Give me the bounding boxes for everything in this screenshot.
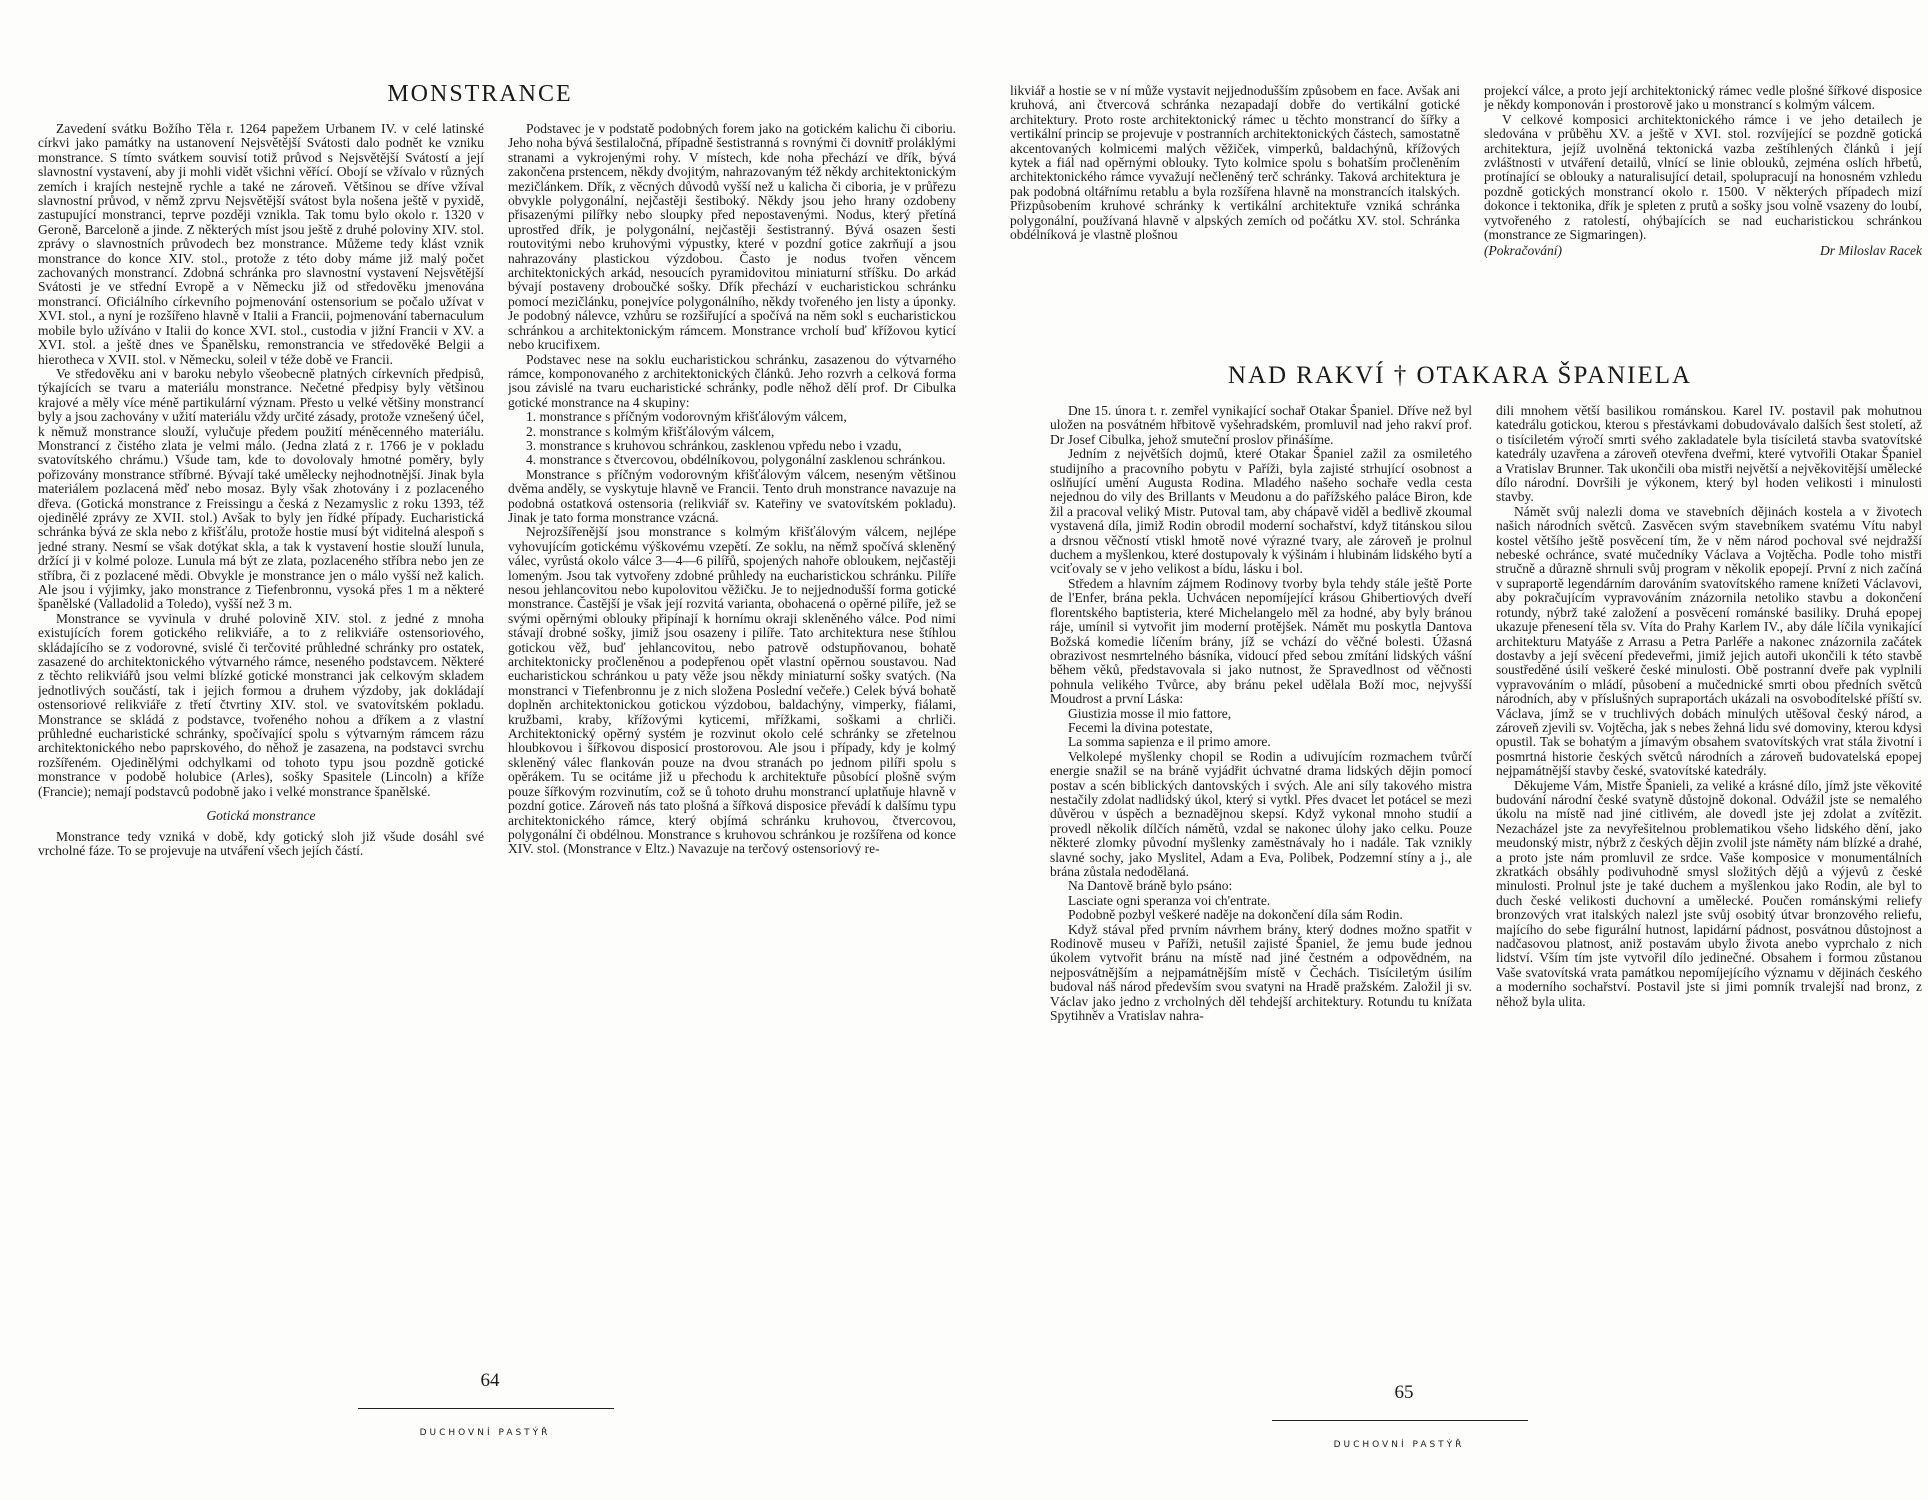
list-item: 4. monstrance s čtvercovou, obdélníkovou, polygonální zasklenou schránkou. <box>526 452 946 468</box>
subheading: Gotická monstrance <box>206 808 316 824</box>
paragraph: Nejrozšířenější jsou monstrance s kolmým křišťálovým válcem, nejlépe vyhovujícím gotickému výškovému vzepětí. Ze soklu, na němž spočívá skleněný válec, vyrůstá okolo válce 3—4—6 pilířů, spojených nahoře obloukem, nejčastěji lomeným. Jsou tak vytvořeny zdobné průhledy na eucharistickou schránku. Pilíře nesou jehlancovitou nebo kupolovitou věžičku. Je to nejjednodušší forma gotické monstrance. Častější je však její rozvitá varianta, obohacená o opěrné pilíře, jež se svými opěrnými oblouky připínají k hornímu okraji skleněného válce. Pod nimi stávají drobné sošky, jimiž jsou osazeny i pilíře. Tato architektura nese štíhlou gotickou věž, buď jehlancovitou, nebo patrově odstupňovanou, bohatě architektonicky pročleněnou a podepřenou opět vlastní opěrnou soustavou. Nad eucharistickou schránkou u paty věže jsou někdy miniaturní sošky svatých. (Na monstranci v Tiefenbronnu je z nich složena Poslední večeře.) Celek bývá bohatě doplněn architektonickou gotickou výzdobou, baldachýny, vimperky, fiálami, kružbami, kraby, křížovými kyticemi, mřížkami, soškami a chrliči. Architektonický opěrný systém je rozvinut okolo celé schránky se zřetelnou hloubkovou i šířkovou disposicí prostorovou. Ale jsou i případy, kdy je kolmý skleněný válec flankován pouze na dvou stranách po jednom pilíři spolu s opěrákem. Tu se ocitáme již u přechodu k architektuře působící plošně svým pouze šířkovým rozvinutím, což se ů tohoto druhu monstrancí uplatňuje hlavně v pozdní gotice. Zároveň nás tato plošná a šířková disposice převádí k dalšímu typu architektonického rámce, který objímá schránku kruhovou, čtvercovou, polygonální či obdélnou. Monstrance s kruhovou schránkou je rozšířena od konce XIV. stol. (Monstrance v Eltz.) Navazuje na terčový ostensoriový re- <box>508 524 956 857</box>
paragraph: dili mnohem větší basilikou románskou. Karel IV. postavil pak mohutnou katedrálu gotickou, kterou s přestávkami dobudovávalo dalších šest století, až o tisíciletém výročí smrti svého zakladatele byla tisíciletá stavba svatovítské katedrály uzavřena a zároveň otevřena dveřmi, které vytvořili Otakar Španiel a Vratislav Brunner. Tak ukončili oba mistři největší a nejvěkovitější umělecké dílo národní. Dovršili je výkonem, který byl hoden velikosti i minulosti stavby. <box>1496 404 1922 505</box>
paragraph: V celkové komposici architektonického rámce i ve jeho detailech je sledována v průběhu XV. a ještě v XVI. stol. rozvíjející se pozdně gotická architektura, jejíž uvolněná tektonická vazba zeštíhlených článků i její zvláštnosti v utváření detailů, vlnící se linie oblouků, zejména oslích hřbetů, protínající se oblouky a naturalisující detail, spolupracují na honosném vzhledu pozdně gotických monstrancí okolo r. 1500. V některých případech mizí dokonce i tektonika, dřík je spleten z prutů a sošky jsou volně vsazeny do loubí, vytvořeného z ratolestí, ohýbajících se nad eucharistickou schránkou (monstrance ze Sigmaringen). <box>1484 111 1922 243</box>
running-footer: DUCHOVNÍ PASTÝŘ <box>1333 1440 1465 1450</box>
footer-rule <box>358 1408 614 1409</box>
continued-note: (Pokračování) <box>1484 243 1562 259</box>
paragraph: Monstrance s příčným vodorovným křišťálovým válcem, neseným většinou dvěma anděly, se vyskytuje hlavně ve Francii. Tento druh monstrance navazuje na podobná ostatková ostensoria (relikviář sv. Kateřiny ve svatovítském pokladu). Jinak je tato forma monstrance vzácná. <box>508 466 956 525</box>
list-item: 3. monstrance s kruhovou schránkou, zasklenou vpředu nebo i vzadu, <box>526 437 902 453</box>
page-number: 64 <box>480 1370 500 1391</box>
left-column-2 <box>508 122 956 1362</box>
right-column-4 <box>1496 404 1922 1384</box>
list-item: 1. monstrance s příčným vodorovným křišťálovým válcem, <box>526 409 847 425</box>
paragraph: Středem a hlavním zájmem Rodinovy tvorby byla tehdy stále ještě Porte de l'Enfer, brána pekla. Uchvácen nepomíjející krásou Ghibertiových dveří florentského baptisteria, které Michelangelo měl za hodné, aby byly bránou ráje, umínil si vytvořit jim moderní protějšek. Námět mu poskytla Dantova Božská komedie líčením brány, jíž se vchází do věčné bolesti. Úžasná obrazivost nesmrtelného básníka, vidoucí před sebou zmítání lidských vášní během věků, představovala si jako nutnost, že Spravedlnost od věčnosti pohnula velikého Tvůrce, aby bránu pekel udělala Boží moc, nejvyšší Moudrost a první Láska: <box>1050 575 1472 707</box>
footer-rule <box>1272 1420 1528 1421</box>
verse-line: Fecemi la divina potestate, <box>1068 719 1213 735</box>
running-footer: DUCHOVNÍ PASTÝŘ <box>419 1428 551 1438</box>
verse-line: Lasciate ogni speranza voi ch'entrate. <box>1068 892 1271 908</box>
page-number: 65 <box>1394 1382 1414 1403</box>
signature-line <box>1484 244 1922 258</box>
paragraph: Monstrance tedy vzniká v době, kdy gotický sloh již všude dosáhl své vrcholné fáze. To se projevuje na utváření všech jejích částí. <box>38 828 484 858</box>
paragraph: Ve středověku ani v baroku nebylo všeobecně platných církevních předpisů, týkajících se tvaru a materiálu monstrance. Nečetné předpisy byly většinou krajové a měly více méně partikulární význam. Přesto u velké většiny monstrancí byly a jsou zachovány v užití materiálu vždy určité zásady, protože vznešený účel, k němuž monstrance slouží, vylučuje předem použití méněcenného materiálu. Monstrancí z čistého zlata je velmi málo. (Jedna zlatá z r. 1766 je v pokladu svatovítského chrámu.) Všude tam, kde to dovolovaly hmotné poměry, byly pořizovány monstrance stříbrné. Bývají také umělecky nejhodnotnější. Jinak byla materiálem pozlacená měď nebo mosaz. Byly však zhotovány i z pozlaceného dřeva. (Gotická monstrance z Freissingu a česká z Nezamyslic z roku 1393, též ojedinělé zprávy ze XVII. stol.) Avšak to byly jen řídké případy. Eucharistická schránka bývá ze skla nebo z křišťálu, protože hostie musí být viditelná alespoň s jedné strany. Nesmí se však dotýkat skla, a tak k vystavení hostie slouží lunula, držící ji v kolmé poloze. Lunula má být ze zlata, pozlaceného stříbra nebo jen ze stříbra, či z pozlacené mědi. Obvykle je monstrance jen o málo vyšší než kalich. Ale jsou i výjimky, jako monstrance z Tiefenbronnu, vysoká přes 1 m a některé španělské (Valladolid a Toledo), vyšší než 3 m. <box>38 365 484 612</box>
paragraph: Velkolepé myšlenky chopil se Rodin a udivujícím rozmachem tvůrčí energie snažil se na bráně vyjádřit úchvatné drama lidských dějin pomocí postav a scén biblických dantovských i svých. Ale ani síly takového mistra nestačily zdolat nadlidský úkol, který si vytkl. Přes dvacet let potácel se mezi důvěrou v úspěch a beznadějnou skepsí. Když vykonal mnoho studií a provedl několik dílčích námětů, vzdal se nakonec úlohy jako celku. Pouze některé zlomky původní myšlenky zaměstnávaly ho i nadále. Tak vznikly slavné sochy, jako Myslitel, Adam a Eva, Polibek, Podzemní stíny a j., ale brána zůstala nedodělaná. <box>1050 748 1472 879</box>
paragraph: Na Dantově bráně bylo psáno: <box>1068 878 1233 894</box>
right-column-3 <box>1050 404 1472 1384</box>
paragraph: Podstavec nese na soklu eucharistickou schránku, zasazenou do výtvarného rámce, komponovaného z architektonických článků. Jeho rozvrh a celková forma jsou závislé na tvaru eucharistické schránky, podle něhož dělí prof. Dr Cibulka gotické monstrance na 4 skupiny: <box>508 351 956 410</box>
list-item: 2. monstrance s kolmým křišťálovým válcem, <box>526 423 775 439</box>
paragraph: Námět svůj nalezli doma ve stavebních dějinách kostela a v životech našich národních světců. Zasvěcen svým stavebníkem svatému Vítu nabyl kostel většího ještě posvěcení tím, že v něm národ pochoval své nejdražší nebeské ochránce, svaté mučedníky Václava a Vojtěcha. Podle toho mistři stručně a důrazně shrnuli svůj program v několik epopejí. První z nich začíná v supraportě legendárním darováním svatovítského ramene knížeti Václavovi, aby pokračujícím vypravováním znázornila netoliko stavbu a dokončení rotundy, nýbrž také založení a posvěcení románské basiliky. Druhá epopej ukazuje přenesení těla sv. Víta do Prahy Karlem IV., aby dále líčila vynikající architekturu Matyáše z Arrasu a Petra Parléře a nakonec znázornila začátek dostavby a její svěcení předeveřmi, jimiž jejich autoři ukončili k této stavbě soustředěné úsilí veškeré české minulosti. Obě postranní dveře pak vyplnili vypravováním o mládí, působení a mučednické smrti obou předních světců národních, aby v příslušných supraportách ukázali na osvobodítelské příští sv. Václava, jímž se v truchlivých dobách minulých utěšoval český národ, a zároveň zjevili sv. Vojtěcha, jak s nebes žehná lidu své domoviny, kterou kdysi opustil. Tak se bohatým a jímavým obsahem svatovítských vrat stála životní i posmrtná historie českých světců národních a zároveň budovatelská epopej nejpamátnější stavby české, svatovítské katedrály. <box>1496 503 1922 779</box>
paragraph: Podstavec je v podstatě podobných forem jako na gotickém kalichu či ciboriu. Jeho noha bývá šestilaločná, případně šestistranná s rovnými či dovnitř proláklými stranami a vykrojenými rohy. V místech, kde noha přechází ve dřík, bývá zakončena prstencem, někdy dvojitým, nahrazovaným též někdy architektonickým mezičlánkem. Dřík, z věcných důvodů vyšší než u kalicha či ciboria, je v průřezu obvykle polygonální, nejčastěji šestiboký. Někdy jsou jeho hrany ozdobeny přisazenými pilířky nebo sloupky před nepostavenými. Nodus, který přetíná uprostřed dřík, je polygonální, nejčastěji šestistranný. Bývá osazen šesti routovitými nebo kruhovými výpustky, které v pozdní gotice zakrňují a jsou nahrazovány plastickou výzdobou. Často je nodus tvořen věncem architektonických arkád, nesoucích pyramidovitou miniaturní stříšku. Do arkád bývají postaveny droboučké sošky. Dřík přechází v eucharistickou schránku pomocí mezičlánku, ponejvíce polygonálního, někdy tvořeného jen listy a úponky. Je podobný nálevce, vzhůru se rozšiřující a spočívá na něm sokl s eucharistickou schránkou a architektonickým rámcem. Monstrance vrcholí buď křížovou kyticí nebo krucifixem. <box>508 122 956 353</box>
paragraph: Když stával před prvním návrhem brány, který dodnes možno spatřit v Rodinově museu v Paříži, netušil zajisté Španiel, že jemu bude jednou úkolem vytvořit bránu na místě nad jiné čestném a odpovědném, na nejposvátnějším a nejpamátnějším místě v Čechách. Tisíciletým úsilím budoval náš národ především svou svatyni na Hradě pražském. Založil ji sv. Václav jako jedno z vrcholných děl tehdejší architektury. Rotundu tu knížata Spytihněv a Vratislav nahra- <box>1050 921 1472 1024</box>
article-title-nad-rakvi: NAD RAKVÍ † OTAKARA ŠPANIELA <box>1227 362 1693 389</box>
paragraph: Monstrance se vyvinula v druhé polovině XIV. stol. z jedné z mnoha existujících forem gotického relikviáře, a to z relikviáře ostensoriového, skládajícího se z vodorovné, svislé či terčovité průhledné schránky pro ostatek, zasazené do architektonického výtvarného rámce, neseného podstavcem. Některé z těchto relikviářů jsou velmi blízké gotické monstranci jak celkovým skladem jednotlivých součástí, tak i jejich formou a druhem výzdoby, jak dokládají ostensoriové relikviáře z třetí čtvrtiny XIV. stol. ve svatovítském pokladu. Monstrance se skládá z podstavce, tvořeného nohou a dříkem a z vlastní průhledné eucharistické schránky, spočívající spolu s výtvarným rámcem rázu architektonického nebo paprskového, do něhož je zasazena, na podstavci svrchu rozšířeném. Ojedinělými odchylkami od tohoto typu jsou pozdně gotické monstrance v podobě holubice (Arles), sošky Spasitele (Lincoln) a kříže (Francie); nemají podstavců podobně jako i velké monstrance španělské. <box>38 610 484 799</box>
right-column-2 <box>1484 84 1922 374</box>
paragraph: Zavedení svátku Božího Těla r. 1264 papežem Urbanem IV. v celé latinské církvi jako památky na ustanovení Nejsvětější Svátosti dalo podnět ke vzniku monstrance. S tímto svátkem souvisí totiž průvod s Nejsvětější Svátostí a její slavnostní vystavení, aby ji mohli vidět všichni věřící. Obojí se vžívalo v různých zemích i krajích nestejně rychle a také ne zároveň. Většinou se dříve vžíval slavnostní průvod, v němž zprvu Nejsvětější svátost byla nošena ještě v pyxidě, zastupující monstranci, teprve později vznikla. Tak tomu bylo okolo r. 1320 v Geroně, Barceloně a jinde. Z některých míst jsou ještě z druhé poloviny XIV. stol. zprávy o slavnostních průvodech bez monstrance. Můžeme tedy klást vznik monstrance do konce XIV. stol., protože z této doby máme již malý počet zachovaných monstrancí. Zdobná schránka pro slavnostní vystavení Nejsvětější Svátosti je ve střední Evropě a v Německu již od středověku jmenována monstrancí. Oficiálního církevního pojmenování ostensorium se počalo užívat v XVI. stol., a nyní je rozšířeno hlavně v Italii a Francii, pojmenování tabernaculum mobile bylo užíváno v Italii do konce XVI. stol., custodia v jižní Francii v XV. a XVI. stol. a ještě dnes ve Španělsku, remonstrancia ve středověké Belgii a hierotheca v XVII. stol. v Německu, soleil v téže době ve Francii. <box>38 122 484 367</box>
verse-line: Giustizia mosse il mio fattore, <box>1068 705 1232 721</box>
article-title-monstrance: MONSTRANCE <box>387 81 573 107</box>
paragraph: likviář a hostie se v ní může vystavit nejjednodušším způsobem en face. Avšak ani kruhová, ani čtvercová schránka nezapadají dobře do vertikální gotické architektury. Proto roste architektonický rámec u těchto monstrancí do šířky a vertikální princip se projevuje v postranních architektonických částech, samostatně akcentovaných kolmicemi malých věžiček, vimperků, baldachýnů, křížových kytek a fiál nad opěrnými oblouky. Tyto kolmice spolu s bohatším pročleněním architektonického rámce vyvažují nečleněný terč schránky. Taková architektura je pak podobná oltářnímu retablu a byla rozšířena hlavně na monstrancích italských. Přizpůsobením kruhové schránky k vertikální architektuře vzniká schránka polygonální, používaná hlavně v alpských zemích od počátku XV. stol. Schránka obdélníková je vlastně plošnou <box>1010 84 1460 243</box>
paragraph: Děkujeme Vám, Mistře Španieli, za veliké a krásné dílo, jímž jste věkovité budování národní české svatyně důstojně dokonal. Odvážil jste se nemalého úkolu na místě nad jiné citlivém, ale dovedl jste jej zdolat a zvítězit. Nezacházel jste za nevyřešitelnou problematikou všeho lidského dění, jako meudonský mistr, nýbrž z českých dějin zvolil jste náměty nám blízké a drahé, a proto jste nám promluvil ze srdce. Vaše komposice v monumentálních zkratkách obsáhly podivuhodně smysl složitých dějů a výjevů z české minulosti. Prolnul jste je také duchem a myšlenkou jako Rodin, ale byl to duch české velikosti duchovní a umělecké. Poučen románskými reliefy bronzových vrat italských nalezl jste svůj osobitý útvar bronzového reliefu, majícího do sebe figurální hutnost, lapidární pádnost, posvátnou důstojnost a nadčasovou platnost, aniž postavám ubylo života anebo vyprchalo z nich lidství. Vším tím jste vytvořil dílo jedinečné. Obsahem i formou zůstanou Vaše svatovítská vrata památkou nepomíjejícího významu v dějinách českého a moderního sochařství. Postavil jste si jimi pomník trvalejší nad bronz, z něhož byla ulita. <box>1496 777 1922 1009</box>
right-page <box>964 0 1928 1500</box>
paragraph: Jedním z největších dojmů, které Otakar Španiel zažil za osmiletého studijního a pracovního pobytu v Paříži, byla zajisté strhující osobnost a oslňující umění Augusta Rodina. Mladého našeho sochaře vedla cesta nejednou do vily des Brillants v Meudonu a do pařížského paláce Biron, kde žil a pracoval veliký Mistr. Putoval tam, aby chápavě viděl a bedlivě zkoumal vystavená díla, jimiž Rodin obrodil moderní sochařství, když titánskou silou a drsnou věčností vtiskl hmotě nové výrazné tvary, ale zároveň je prolnul duchem a myšlenkou, které dostupovaly k výšinám i hlubinám lidského bytí a vciťovaly se v jeho velikost a bídu, lásku i bol. <box>1050 446 1472 577</box>
verse-line: La somma sapienza e il primo amore. <box>1068 734 1271 750</box>
left-column-1 <box>38 122 484 1362</box>
paragraph: projekcí válce, a proto její architektonický rámec vedle plošné šířkové disposice je někdy komponován i prostorově jako u monstrancí s kolmým válcem. <box>1484 84 1922 113</box>
author-name: Dr Miloslav Racek <box>1820 243 1922 259</box>
right-column-1 <box>1010 84 1460 374</box>
paragraph: Dne 15. února t. r. zemřel vynikající sochař Otakar Španiel. Dříve než byl uložen na posvátném hřbitově vyšehradském, promluvil nad jeho rakví prof. Dr Josef Cibulka, jehož smuteční proslov přinášíme. <box>1050 404 1472 447</box>
paragraph: Podobně pozbyl veškeré naděje na dokončení díla sám Rodin. <box>1068 907 1403 923</box>
